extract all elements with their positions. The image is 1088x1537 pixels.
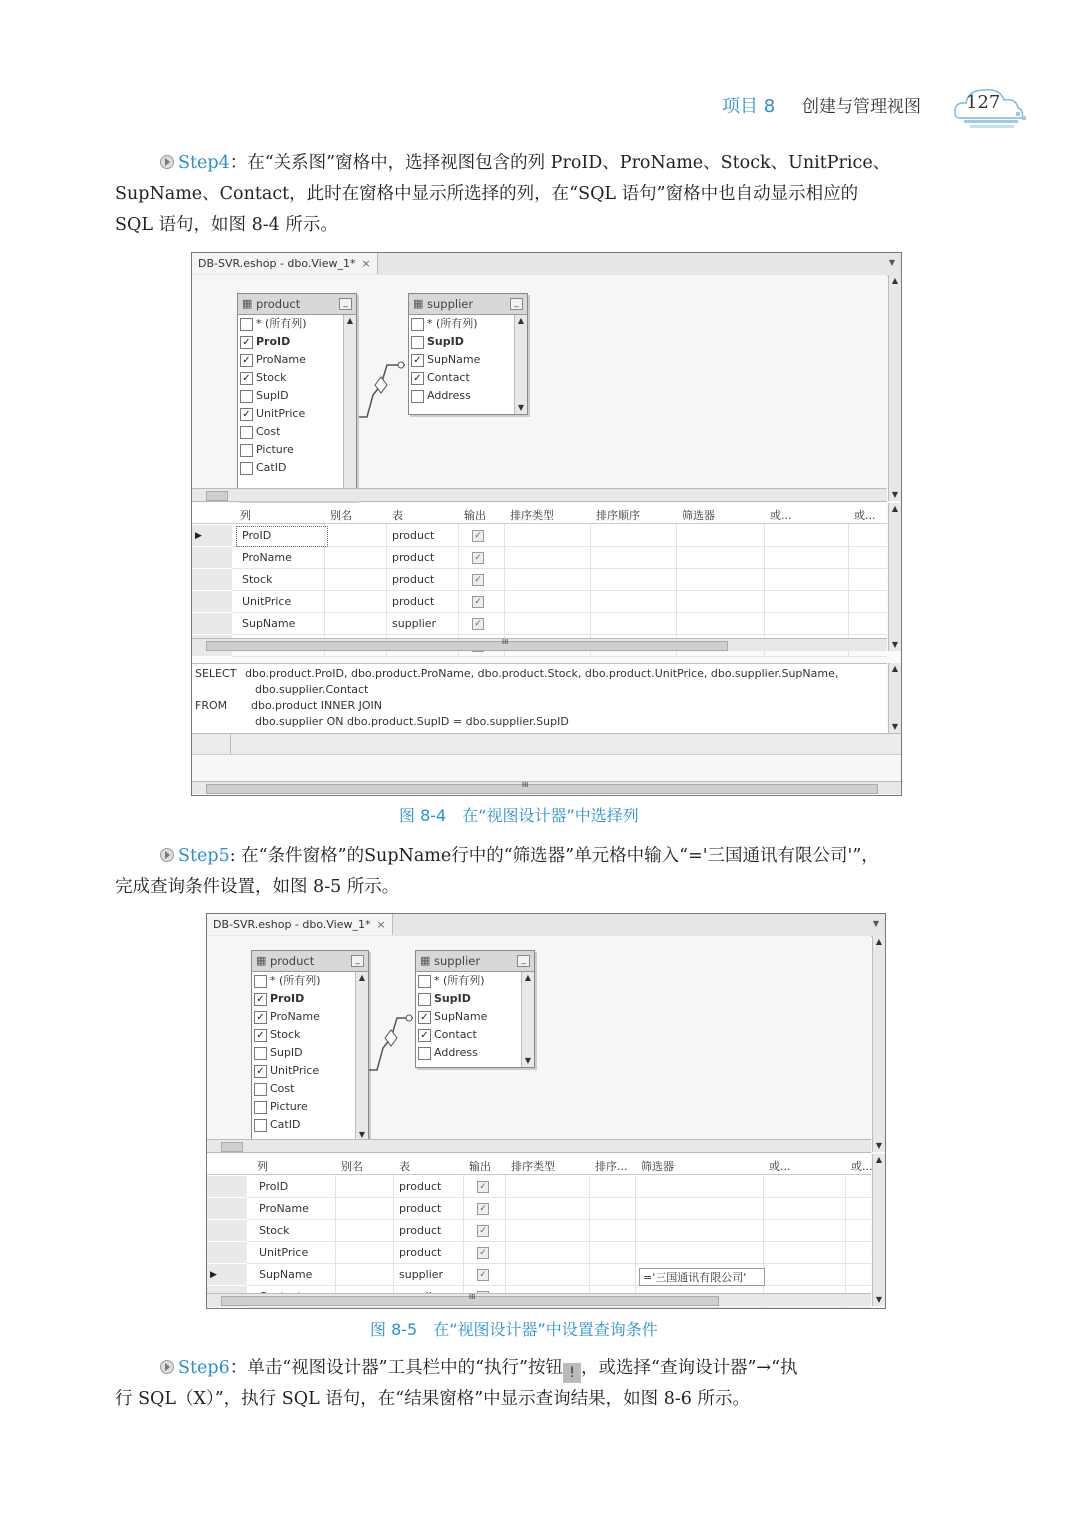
grid-header[interactable]: 表 <box>399 1160 410 1173</box>
step5-line2: 完成查询条件设置，如图 8-5 所示。 <box>115 877 400 897</box>
column-item[interactable] <box>238 441 356 459</box>
grid-header[interactable]: 筛选器 <box>682 509 715 522</box>
row-selector[interactable] <box>207 1198 247 1219</box>
step4-paragraph <box>115 148 985 241</box>
checkbox-icon[interactable]: ✓ <box>240 336 253 349</box>
sql-from-line2: dbo.supplier ON dbo.product.SupID = dbo.supplier.SupID <box>255 715 569 728</box>
relation-key-icon <box>367 1008 417 1078</box>
column-name: ProName <box>256 353 306 366</box>
step-bullet-icon <box>160 848 174 862</box>
diagram-vscrollbar[interactable] <box>888 275 901 501</box>
grid-cell-column[interactable]: UnitPrice <box>242 595 292 608</box>
results-hscrollbar[interactable]: III <box>192 781 901 794</box>
column-item[interactable] <box>252 1098 368 1116</box>
grid-vscrollbar[interactable] <box>872 1154 885 1306</box>
column-name: Address <box>427 389 471 402</box>
step4-line3: SQL 语句，如图 8-4 所示。 <box>115 215 338 235</box>
scroll-arrow-icon[interactable]: ▲ <box>524 973 532 982</box>
checkbox-icon[interactable] <box>254 1101 267 1114</box>
sql-from-line1: dbo.product INNER JOIN <box>251 699 382 712</box>
checkbox-icon[interactable] <box>411 336 424 349</box>
grid-header[interactable]: 列 <box>240 509 251 522</box>
grid-cell-table[interactable]: product <box>399 1180 442 1193</box>
minimize-icon[interactable]: _ <box>517 955 530 967</box>
column-item[interactable] <box>409 315 527 333</box>
grid-cell-table[interactable]: supplier <box>392 617 437 630</box>
grid-header[interactable]: 排序... <box>595 1160 628 1173</box>
relation-key-icon <box>357 355 409 425</box>
column-item[interactable] <box>252 1080 368 1098</box>
row-selector[interactable] <box>192 591 232 612</box>
grid-header[interactable]: 或... <box>854 509 876 522</box>
diagram-pane <box>192 275 887 502</box>
checkbox-icon[interactable] <box>411 390 424 403</box>
column-item[interactable] <box>409 369 527 387</box>
checkbox-icon[interactable]: ✓ <box>411 372 424 385</box>
checkbox-icon[interactable]: ✓ <box>254 1065 267 1078</box>
row-selector[interactable] <box>192 547 232 568</box>
column-name: UnitPrice <box>256 407 306 420</box>
output-checkbox[interactable]: ✓ <box>472 596 484 608</box>
grid-cell-table[interactable]: product <box>399 1246 442 1259</box>
table-icon[interactable]: ▦ supplier _ <box>409 294 527 315</box>
checkbox-icon[interactable]: ✓ <box>418 1011 431 1024</box>
column-name: CatID <box>270 1118 301 1131</box>
figure-8-5-caption: 图 8-5 在“视图设计器”中设置查询条件 <box>370 1320 658 1339</box>
sql-select-keyword: SELECT <box>195 667 237 680</box>
column-item[interactable] <box>238 315 356 333</box>
minimize-icon[interactable]: _ <box>510 298 523 310</box>
column-item[interactable] <box>252 1026 368 1044</box>
header-chapter-title: 创建与管理视图 <box>802 97 921 117</box>
product-table-box[interactable] <box>251 950 369 1142</box>
table-icon[interactable]: ▦ product _ <box>252 951 368 972</box>
checkbox-icon[interactable]: ✓ <box>254 1029 267 1042</box>
column-item[interactable] <box>409 387 527 405</box>
grid-cell-column[interactable]: ProID <box>259 1180 289 1193</box>
checkbox-icon[interactable] <box>254 975 267 988</box>
column-name: Picture <box>256 443 294 456</box>
checkbox-icon[interactable]: ✓ <box>240 372 253 385</box>
minimize-icon[interactable]: _ <box>339 298 352 310</box>
column-item[interactable] <box>416 990 534 1008</box>
output-checkbox[interactable]: ✓ <box>477 1225 489 1237</box>
column-name: SupName <box>427 353 481 366</box>
grid-cell-table[interactable]: supplier <box>399 1268 444 1281</box>
column-item[interactable] <box>252 1116 368 1134</box>
criteria-grid[interactable] <box>192 503 887 651</box>
product-columns-list <box>238 315 356 477</box>
grid-cell-column[interactable]: ProName <box>259 1202 309 1215</box>
column-name: Contact <box>434 1028 477 1041</box>
grid-header[interactable]: 排序顺序 <box>596 509 640 522</box>
sql-vscrollbar[interactable] <box>888 663 901 733</box>
checkbox-icon[interactable] <box>411 318 424 331</box>
output-checkbox[interactable]: ✓ <box>472 552 484 564</box>
table-scrollbar[interactable] <box>521 972 534 1067</box>
checkbox-icon[interactable] <box>418 993 431 1006</box>
scroll-arrow-icon[interactable]: ▲ <box>891 276 899 285</box>
column-name: Cost <box>270 1082 295 1095</box>
grid-hscrollbar[interactable]: III <box>207 1293 871 1306</box>
column-name: * (所有列) <box>427 317 478 330</box>
scroll-arrow-icon[interactable]: ▼ <box>891 640 899 649</box>
checkbox-icon[interactable] <box>240 444 253 457</box>
sql-select-line1: dbo.product.ProID, dbo.product.ProName, dbo.product.Stock, dbo.product.UnitPrice, dbo.supplier.SupName, <box>245 667 839 680</box>
grid-cell-table[interactable]: product <box>399 1202 442 1215</box>
grid-header[interactable]: 筛选器 <box>641 1160 674 1173</box>
step5-paragraph <box>115 841 985 903</box>
supplier-columns-list <box>409 315 527 405</box>
table-icon[interactable]: ▦ supplier _ <box>416 951 534 972</box>
step-bullet-icon <box>160 155 174 169</box>
checkbox-icon[interactable]: ✓ <box>240 354 253 367</box>
scroll-arrow-icon[interactable]: ▼ <box>358 1130 366 1139</box>
checkbox-icon[interactable]: ✓ <box>411 354 424 367</box>
scroll-arrow-icon[interactable]: ▼ <box>875 1295 883 1304</box>
chevron-down-icon[interactable]: ▼ <box>888 258 895 267</box>
checkbox-icon[interactable]: ✓ <box>254 1011 267 1024</box>
column-name: Address <box>434 1046 478 1059</box>
checkbox-icon[interactable] <box>418 1047 431 1060</box>
checkbox-icon[interactable] <box>254 1083 267 1096</box>
supplier-columns-list <box>416 972 534 1062</box>
step5-line1: : 在“条件窗格”的SupName行中的“筛选器”单元格中输入“='三国通讯有限公司'”， <box>229 846 879 866</box>
column-name: * (所有列) <box>434 974 485 987</box>
scroll-arrow-icon[interactable]: ▲ <box>891 664 899 673</box>
checkbox-icon[interactable]: ✓ <box>254 993 267 1006</box>
column-item[interactable] <box>416 1044 534 1062</box>
row-selector[interactable] <box>192 569 232 590</box>
column-item[interactable] <box>409 333 527 351</box>
column-item[interactable] <box>238 351 356 369</box>
grid-header[interactable]: 别名 <box>330 509 352 522</box>
step-bullet-icon <box>160 1360 174 1374</box>
scroll-arrow-icon[interactable]: ▲ <box>875 1155 883 1164</box>
scroll-arrow-icon[interactable]: ▲ <box>517 316 525 325</box>
grid-header[interactable]: 排序类型 <box>511 1160 555 1173</box>
step6-paragraph <box>115 1353 985 1415</box>
column-name: SupID <box>270 1046 303 1059</box>
grid-cell-table[interactable]: product <box>392 573 435 586</box>
grid-cell-column[interactable]: UnitPrice <box>259 1246 309 1259</box>
product-table-box[interactable] <box>237 293 357 501</box>
grid-cell-table[interactable]: product <box>392 529 435 542</box>
column-name: SupID <box>434 992 471 1005</box>
checkbox-icon[interactable] <box>254 1047 267 1060</box>
column-item[interactable] <box>252 1008 368 1026</box>
step6-line1b: ，或选择“查询设计器”→“执 <box>581 1358 798 1378</box>
scroll-arrow-icon[interactable]: ▲ <box>875 937 883 946</box>
grid-vscrollbar[interactable] <box>888 503 901 651</box>
column-name: Stock <box>270 1028 301 1041</box>
step4-line2: SupName、Contact，此时在窗格中显示所选择的列，在“SQL 语句”窗格中也自动显示相应的 <box>115 184 859 204</box>
column-item[interactable] <box>252 990 368 1008</box>
column-name: Stock <box>256 371 287 384</box>
results-pane[interactable] <box>192 733 901 794</box>
column-item[interactable] <box>416 1026 534 1044</box>
step5-label: Step5 <box>178 846 230 866</box>
column-item[interactable] <box>238 423 356 441</box>
execute-icon: ! <box>563 1363 581 1383</box>
diagram-vscrollbar[interactable] <box>872 936 885 1152</box>
output-checkbox[interactable]: ✓ <box>477 1269 489 1281</box>
grid-cell-column[interactable]: SupName <box>242 617 296 630</box>
column-name: ProID <box>256 335 291 348</box>
table-icon[interactable]: ▦ product _ <box>238 294 356 315</box>
figure-8-4-caption: 图 8-4 在“视图设计器”中选择列 <box>399 806 639 825</box>
scroll-arrow-icon[interactable]: ▼ <box>517 403 525 412</box>
scroll-arrow-icon[interactable]: ▲ <box>358 973 366 982</box>
row-selector[interactable]: ▶ <box>192 525 232 546</box>
document-tab[interactable]: DB-SVR.eshop - dbo.View_1* × <box>192 253 378 274</box>
document-tab[interactable]: DB-SVR.eshop - dbo.View_1* × <box>207 914 393 935</box>
row-selector[interactable]: ▶ <box>207 1264 247 1285</box>
column-name: ProName <box>270 1010 320 1023</box>
scroll-arrow-icon[interactable]: ▼ <box>891 722 899 731</box>
step4-label: Step4 <box>178 153 230 173</box>
filter-cell[interactable]: ='三国通讯有限公司' <box>639 1268 765 1286</box>
figure-8-5-screenshot <box>206 913 886 1309</box>
step6-line2: 行 SQL（X）”，执行 SQL 语句，在“结果窗格”中显示查询结果，如图 8-6 所示。 <box>115 1389 750 1409</box>
sql-select-line2: dbo.supplier.Contact <box>255 683 369 696</box>
column-item[interactable] <box>238 387 356 405</box>
grid-header[interactable]: 表 <box>392 509 403 522</box>
minimize-icon[interactable]: _ <box>351 955 364 967</box>
column-name: Cost <box>256 425 281 438</box>
column-name: CatID <box>256 461 287 474</box>
checkbox-icon[interactable] <box>418 975 431 988</box>
grid-header[interactable]: 或... <box>851 1160 873 1173</box>
checkbox-icon[interactable] <box>254 1119 267 1132</box>
grid-cell-table[interactable]: product <box>392 551 435 564</box>
grid-cell-column[interactable]: ProID <box>242 529 272 542</box>
header-project: 项目 8 <box>722 96 776 117</box>
sql-from-keyword: FROM <box>195 699 228 712</box>
scroll-arrow-icon[interactable]: ▼ <box>524 1056 532 1065</box>
column-item[interactable] <box>416 972 534 990</box>
column-name: ProID <box>270 992 305 1005</box>
scroll-arrow-icon[interactable]: ▲ <box>346 316 354 325</box>
column-name: SupID <box>427 335 464 348</box>
product-columns-list <box>252 972 368 1134</box>
output-checkbox[interactable]: ✓ <box>477 1203 489 1215</box>
grid-cell-column[interactable]: Stock <box>259 1224 290 1237</box>
close-icon[interactable]: × <box>361 257 371 270</box>
output-checkbox[interactable]: ✓ <box>472 530 484 542</box>
checkbox-icon[interactable]: ✓ <box>240 408 253 421</box>
criteria-grid[interactable] <box>207 1154 871 1306</box>
row-selector[interactable] <box>207 1220 247 1241</box>
output-checkbox[interactable]: ✓ <box>477 1181 489 1193</box>
grid-header[interactable]: 排序类型 <box>510 509 554 522</box>
table-scrollbar[interactable] <box>514 315 527 414</box>
column-item[interactable] <box>238 333 356 351</box>
sql-pane[interactable] <box>192 663 887 734</box>
scroll-arrow-icon[interactable]: ▲ <box>891 504 899 513</box>
close-icon[interactable]: × <box>376 918 386 931</box>
figure-8-4-screenshot <box>191 252 902 796</box>
output-checkbox[interactable]: ✓ <box>477 1247 489 1259</box>
column-item[interactable] <box>252 972 368 990</box>
column-item[interactable] <box>238 459 356 477</box>
table-scrollbar[interactable] <box>343 315 356 500</box>
column-name: UnitPrice <box>270 1064 320 1077</box>
scroll-arrow-icon[interactable]: ▼ <box>875 1141 883 1150</box>
grid-cell-table[interactable]: product <box>399 1224 442 1237</box>
chevron-down-icon[interactable]: ▼ <box>872 919 879 928</box>
supplier-table-box[interactable] <box>408 293 528 415</box>
row-selector[interactable] <box>192 613 232 634</box>
column-item[interactable] <box>416 1008 534 1026</box>
step6-line1a: ：单击“视图设计器”工具栏中的“执行”按钮 <box>229 1358 564 1378</box>
grid-header[interactable]: 或... <box>770 509 792 522</box>
grid-cell-column[interactable]: SupName <box>259 1268 313 1281</box>
grid-header[interactable]: 输出 <box>469 1160 491 1173</box>
diagram-hscrollbar[interactable] <box>192 488 887 501</box>
column-name: Picture <box>270 1100 308 1113</box>
grid-header[interactable]: 列 <box>257 1160 268 1173</box>
checkbox-icon[interactable] <box>240 462 253 475</box>
column-item[interactable] <box>409 351 527 369</box>
output-checkbox[interactable]: ✓ <box>472 618 484 630</box>
row-selector[interactable] <box>207 1242 247 1263</box>
column-item[interactable] <box>252 1062 368 1080</box>
diagram-hscrollbar[interactable] <box>207 1139 871 1152</box>
column-item[interactable] <box>238 405 356 423</box>
column-name: Contact <box>427 371 470 384</box>
supplier-table-box[interactable] <box>415 950 535 1068</box>
checkbox-icon[interactable] <box>240 426 253 439</box>
grid-cell-column[interactable]: Stock <box>242 573 273 586</box>
step4-line1: ：在“关系图”窗格中，选择视图包含的列 ProID、ProName、Stock、UnitPrice、 <box>229 153 891 173</box>
grid-header[interactable]: 或... <box>769 1160 791 1173</box>
column-name: SupName <box>434 1010 488 1023</box>
column-item[interactable] <box>238 369 356 387</box>
checkbox-icon[interactable] <box>240 318 253 331</box>
checkbox-icon[interactable] <box>240 390 253 403</box>
output-checkbox[interactable]: ✓ <box>472 574 484 586</box>
page-number: 127 <box>966 92 1001 113</box>
grid-header[interactable]: 别名 <box>341 1160 363 1173</box>
grid-hscrollbar[interactable]: III <box>192 638 887 651</box>
diagram-pane <box>207 936 871 1153</box>
column-name: SupID <box>256 389 289 402</box>
column-name: * (所有列) <box>256 317 307 330</box>
scroll-arrow-icon[interactable]: ▼ <box>891 490 899 499</box>
column-name: * (所有列) <box>270 974 321 987</box>
checkbox-icon[interactable]: ✓ <box>418 1029 431 1042</box>
grid-cell-table[interactable]: product <box>392 595 435 608</box>
column-item[interactable] <box>252 1044 368 1062</box>
grid-header[interactable]: 输出 <box>464 509 486 522</box>
step6-label: Step6 <box>178 1358 230 1378</box>
grid-cell-column[interactable]: ProName <box>242 551 292 564</box>
row-selector[interactable] <box>207 1176 247 1197</box>
